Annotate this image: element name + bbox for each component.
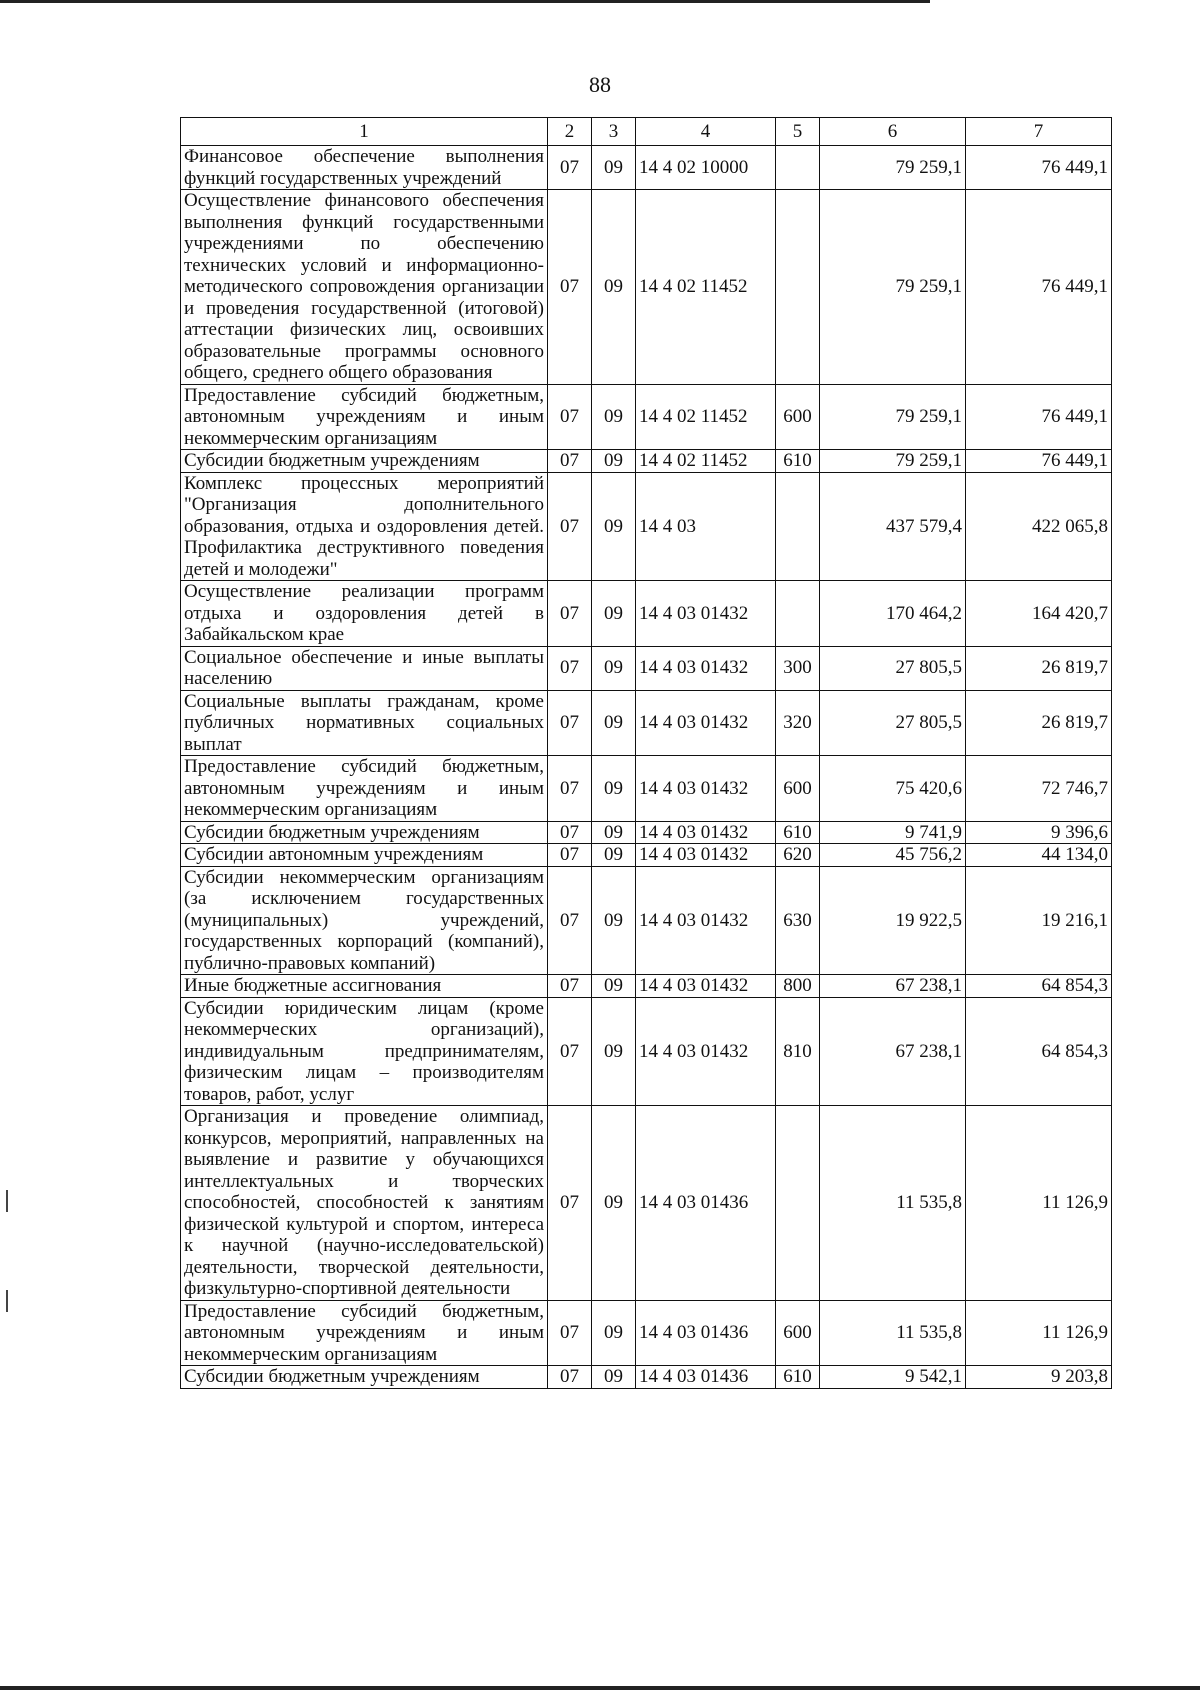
amount-year-2: 64 854,3 <box>966 975 1112 998</box>
target-article-code: 14 4 03 01432 <box>636 844 776 867</box>
table-row <box>181 844 1112 867</box>
row-description: Субсидии бюджетным учреждениям <box>181 1366 548 1389</box>
target-article-code: 14 4 02 11452 <box>636 450 776 473</box>
table-row <box>181 690 1112 756</box>
table-row <box>181 821 1112 844</box>
subsection-code: 09 <box>592 821 636 844</box>
expense-type-code: 800 <box>776 975 820 998</box>
budget-table <box>180 117 1112 1389</box>
table-row <box>181 975 1112 998</box>
row-description: Осуществление финансового обеспечения выполнения функций государственными учреждениями по обеспечению технических условий и информационно-методического сопровождения организации и проведения государственной (итоговой) аттестации физических лиц, освоивших образовательные программы основного общего, среднего общего образования <box>181 190 548 385</box>
subsection-code: 09 <box>592 1300 636 1366</box>
section-code: 07 <box>548 1366 592 1389</box>
target-article-code: 14 4 03 <box>636 472 776 581</box>
amount-year-1: 27 805,5 <box>820 646 966 690</box>
target-article-code: 14 4 03 01432 <box>636 756 776 822</box>
target-article-code: 14 4 03 01432 <box>636 866 776 975</box>
scan-border-top <box>0 0 930 3</box>
subsection-code: 09 <box>592 472 636 581</box>
section-code: 07 <box>548 866 592 975</box>
subsection-code: 09 <box>592 581 636 647</box>
row-description: Субсидии автономным учреждениям <box>181 844 548 867</box>
scan-border-bottom <box>0 1686 1200 1690</box>
target-article-code: 14 4 03 01436 <box>636 1106 776 1301</box>
column-header: 3 <box>592 118 636 146</box>
amount-year-2: 76 449,1 <box>966 450 1112 473</box>
subsection-code: 09 <box>592 997 636 1106</box>
section-code: 07 <box>548 756 592 822</box>
section-code: 07 <box>548 450 592 473</box>
amount-year-1: 67 238,1 <box>820 975 966 998</box>
expense-type-code <box>776 1106 820 1301</box>
header-row <box>181 118 1112 146</box>
scan-artifact <box>6 1190 8 1212</box>
section-code: 07 <box>548 821 592 844</box>
target-article-code: 14 4 03 01432 <box>636 581 776 647</box>
table-row <box>181 472 1112 581</box>
subsection-code: 09 <box>592 690 636 756</box>
section-code: 07 <box>548 690 592 756</box>
amount-year-2: 9 203,8 <box>966 1366 1112 1389</box>
expense-type-code: 610 <box>776 821 820 844</box>
amount-year-2: 26 819,7 <box>966 690 1112 756</box>
amount-year-1: 75 420,6 <box>820 756 966 822</box>
amount-year-2: 76 449,1 <box>966 146 1112 190</box>
scan-artifact <box>6 1290 8 1312</box>
subsection-code: 09 <box>592 384 636 450</box>
row-description: Осуществление реализации программ отдыха и оздоровления детей в Забайкальском крае <box>181 581 548 647</box>
expense-type-code: 600 <box>776 756 820 822</box>
row-description: Субсидии бюджетным учреждениям <box>181 450 548 473</box>
expense-type-code: 610 <box>776 1366 820 1389</box>
amount-year-2: 422 065,8 <box>966 472 1112 581</box>
row-description: Предоставление субсидий бюджетным, автономным учреждениям и иным некоммерческим организациям <box>181 756 548 822</box>
section-code: 07 <box>548 975 592 998</box>
amount-year-1: 67 238,1 <box>820 997 966 1106</box>
amount-year-2: 19 216,1 <box>966 866 1112 975</box>
expense-type-code: 630 <box>776 866 820 975</box>
table-row <box>181 1106 1112 1301</box>
table-row <box>181 581 1112 647</box>
amount-year-1: 79 259,1 <box>820 146 966 190</box>
target-article-code: 14 4 03 01432 <box>636 975 776 998</box>
amount-year-1: 437 579,4 <box>820 472 966 581</box>
table-row <box>181 997 1112 1106</box>
amount-year-2: 76 449,1 <box>966 190 1112 385</box>
expense-type-code: 600 <box>776 1300 820 1366</box>
section-code: 07 <box>548 146 592 190</box>
table-row <box>181 384 1112 450</box>
section-code: 07 <box>548 384 592 450</box>
target-article-code: 14 4 03 01436 <box>636 1300 776 1366</box>
column-header: 4 <box>636 118 776 146</box>
subsection-code: 09 <box>592 844 636 867</box>
amount-year-2: 11 126,9 <box>966 1106 1112 1301</box>
target-article-code: 14 4 03 01432 <box>636 646 776 690</box>
amount-year-1: 27 805,5 <box>820 690 966 756</box>
amount-year-1: 19 922,5 <box>820 866 966 975</box>
table-row <box>181 1300 1112 1366</box>
expense-type-code <box>776 190 820 385</box>
subsection-code: 09 <box>592 450 636 473</box>
amount-year-2: 72 746,7 <box>966 756 1112 822</box>
expense-type-code: 300 <box>776 646 820 690</box>
section-code: 07 <box>548 1106 592 1301</box>
row-description: Комплекс процессных мероприятий "Организация дополнительного образования, отдыха и оздоровления детей. Профилактика деструктивного поведения детей и молодежи" <box>181 472 548 581</box>
table-row <box>181 146 1112 190</box>
table-row <box>181 190 1112 385</box>
table-row <box>181 756 1112 822</box>
amount-year-2: 64 854,3 <box>966 997 1112 1106</box>
amount-year-1: 11 535,8 <box>820 1106 966 1301</box>
expense-type-code <box>776 146 820 190</box>
section-code: 07 <box>548 1300 592 1366</box>
row-description: Иные бюджетные ассигнования <box>181 975 548 998</box>
amount-year-2: 9 396,6 <box>966 821 1112 844</box>
expense-type-code: 810 <box>776 997 820 1106</box>
amount-year-1: 170 464,2 <box>820 581 966 647</box>
target-article-code: 14 4 03 01432 <box>636 690 776 756</box>
target-article-code: 14 4 03 01432 <box>636 997 776 1106</box>
amount-year-2: 44 134,0 <box>966 844 1112 867</box>
column-header: 2 <box>548 118 592 146</box>
section-code: 07 <box>548 472 592 581</box>
target-article-code: 14 4 03 01436 <box>636 1366 776 1389</box>
page-number: 88 <box>589 72 611 97</box>
subsection-code: 09 <box>592 190 636 385</box>
row-description: Организация и проведение олимпиад, конкурсов, мероприятий, направленных на выявление и развитие у обучающихся интеллектуальных и творческих способностей, способностей к занятиям физической культурой и спортом, интереса к научной (научно-исследовательской) деятельности, творческой деятельности, физкультурно-спортивной деятельности <box>181 1106 548 1301</box>
expense-type-code <box>776 581 820 647</box>
amount-year-2: 26 819,7 <box>966 646 1112 690</box>
subsection-code: 09 <box>592 1366 636 1389</box>
table-row <box>181 646 1112 690</box>
column-header: 5 <box>776 118 820 146</box>
section-code: 07 <box>548 190 592 385</box>
target-article-code: 14 4 03 01432 <box>636 821 776 844</box>
amount-year-1: 9 542,1 <box>820 1366 966 1389</box>
table-row <box>181 1366 1112 1389</box>
target-article-code: 14 4 02 11452 <box>636 384 776 450</box>
section-code: 07 <box>548 997 592 1106</box>
section-code: 07 <box>548 646 592 690</box>
expense-type-code: 620 <box>776 844 820 867</box>
row-description: Субсидии бюджетным учреждениям <box>181 821 548 844</box>
amount-year-1: 79 259,1 <box>820 384 966 450</box>
expense-type-code <box>776 472 820 581</box>
amount-year-1: 79 259,1 <box>820 450 966 473</box>
amount-year-2: 164 420,7 <box>966 581 1112 647</box>
row-description: Финансовое обеспечение выполнения функций государственных учреждений <box>181 146 548 190</box>
expense-type-code: 600 <box>776 384 820 450</box>
amount-year-1: 11 535,8 <box>820 1300 966 1366</box>
expense-type-code: 320 <box>776 690 820 756</box>
row-description: Субсидии некоммерческим организациям (за исключением государственных (муниципальных) учреждений, государственных корпораций (компаний), публично-правовых компаний) <box>181 866 548 975</box>
column-header: 1 <box>181 118 548 146</box>
amount-year-2: 11 126,9 <box>966 1300 1112 1366</box>
amount-year-1: 79 259,1 <box>820 190 966 385</box>
target-article-code: 14 4 02 10000 <box>636 146 776 190</box>
column-header: 7 <box>966 118 1112 146</box>
target-article-code: 14 4 02 11452 <box>636 190 776 385</box>
section-code: 07 <box>548 581 592 647</box>
amount-year-1: 45 756,2 <box>820 844 966 867</box>
subsection-code: 09 <box>592 646 636 690</box>
row-description: Предоставление субсидий бюджетным, автономным учреждениям и иным некоммерческим организациям <box>181 384 548 450</box>
row-description: Социальные выплаты гражданам, кроме публичных нормативных социальных выплат <box>181 690 548 756</box>
subsection-code: 09 <box>592 146 636 190</box>
expense-type-code: 610 <box>776 450 820 473</box>
row-description: Субсидии юридическим лицам (кроме некоммерческих организаций), индивидуальным предпринимателям, физическим лицам – производителям товаров, работ, услуг <box>181 997 548 1106</box>
row-description: Социальное обеспечение и иные выплаты населению <box>181 646 548 690</box>
table-row <box>181 866 1112 975</box>
column-header: 6 <box>820 118 966 146</box>
subsection-code: 09 <box>592 866 636 975</box>
subsection-code: 09 <box>592 1106 636 1301</box>
subsection-code: 09 <box>592 756 636 822</box>
row-description: Предоставление субсидий бюджетным, автономным учреждениям и иным некоммерческим организациям <box>181 1300 548 1366</box>
subsection-code: 09 <box>592 975 636 998</box>
amount-year-2: 76 449,1 <box>966 384 1112 450</box>
table-row <box>181 450 1112 473</box>
amount-year-1: 9 741,9 <box>820 821 966 844</box>
section-code: 07 <box>548 844 592 867</box>
